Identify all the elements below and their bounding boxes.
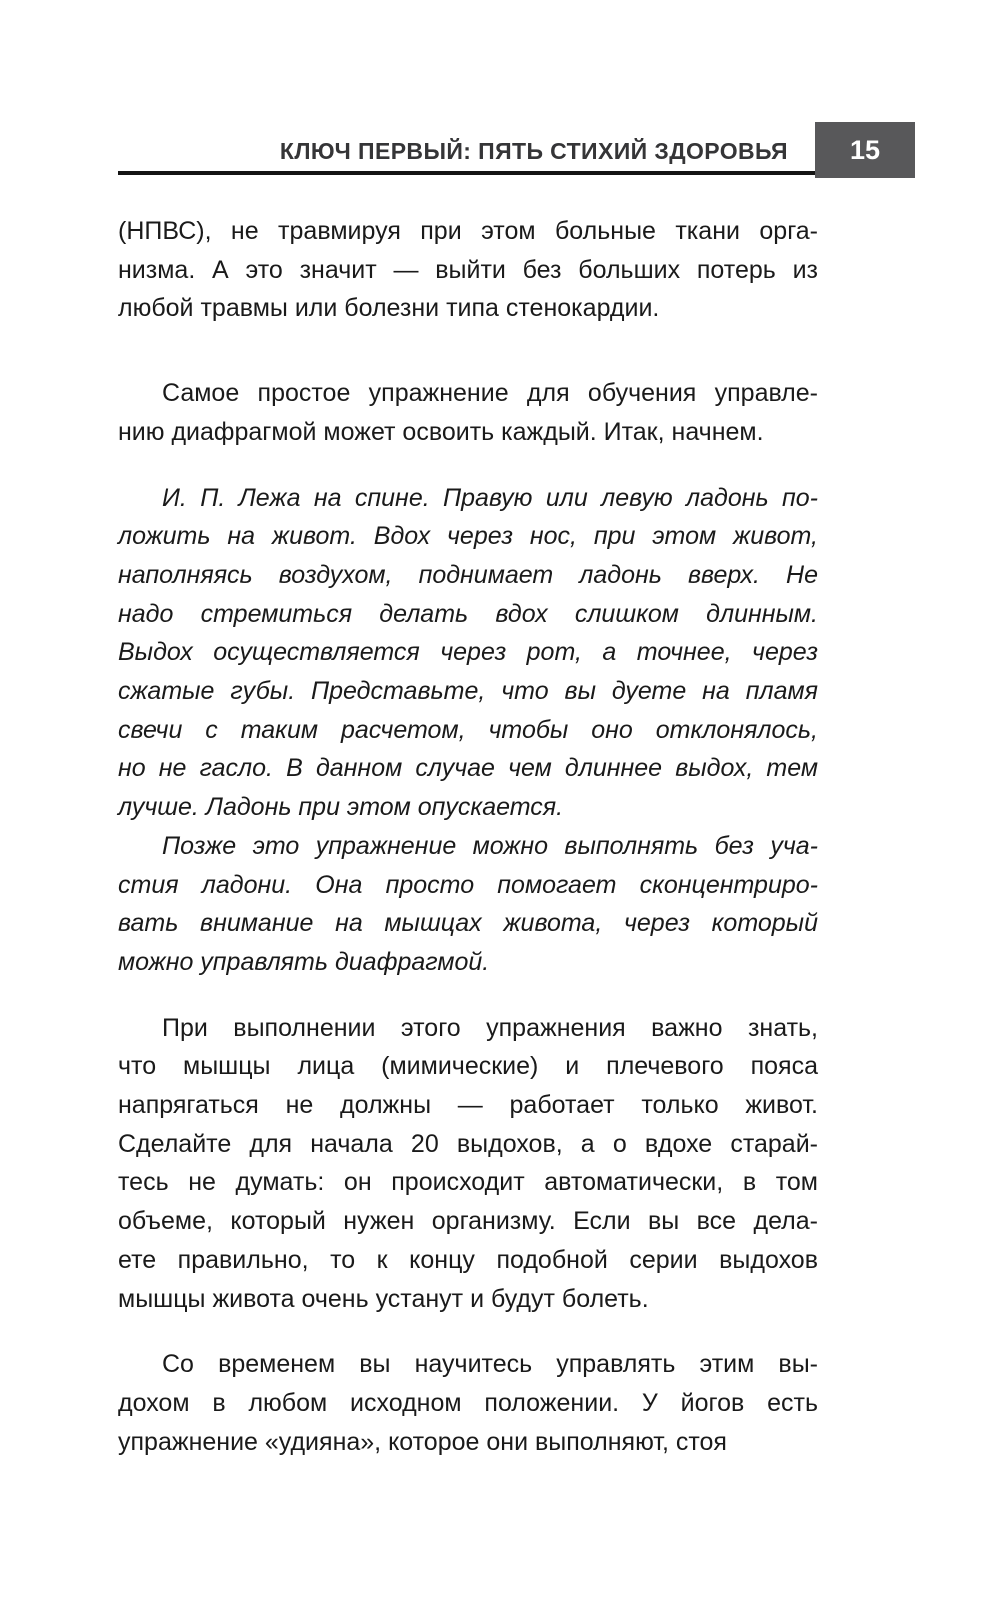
text-line: можно управлять диафрагмой.	[118, 947, 490, 976]
paragraph	[118, 479, 818, 827]
paragraph	[118, 1345, 818, 1461]
text-line: свечи с таким расчетом, чтобы оно отклонялось,	[118, 715, 818, 744]
text-line: дохом в любом исходном положении. У йогов есть	[118, 1388, 818, 1417]
text-line: лучше. Ладонь при этом опускается.	[118, 793, 564, 822]
text-line: Сделайте для начала 20 выдохов, а о вдохе старай-	[118, 1129, 818, 1158]
text-line: низма. А это значит — выйти без больших потерь из	[118, 255, 818, 284]
page-number-badge	[815, 122, 915, 178]
text-line: (НПВС), не травмируя при этом больные ткани орга-	[118, 217, 818, 245]
paragraph	[118, 212, 818, 328]
text-line: мышцы живота очень устанут и будут болеть.	[118, 1284, 649, 1313]
text-line: Выдох осуществляется через рот, а точнее, через	[118, 638, 818, 667]
text-line: сжатые губы. Представьте, что вы дуете на пламя	[118, 677, 818, 706]
paragraph	[118, 1009, 818, 1319]
page-number: 15	[849, 134, 881, 165]
text-line: вать внимание на мышцах живота, через который	[118, 909, 818, 938]
text-line: Самое простое упражнение для обучения управле-	[162, 379, 818, 408]
text-line: И. П. Лежа на спине. Правую или левую ладонь по-	[162, 483, 818, 512]
text-line: но не гасло. В данном случае чем длиннее выдох, тем	[118, 754, 818, 783]
text-line: надо стремиться делать вдох слишком длинным.	[118, 599, 818, 628]
text-line: наполняясь воздухом, поднимает ладонь вверх. Не	[118, 560, 818, 589]
paragraph	[118, 827, 818, 982]
text-line: стия ладони. Она просто помогает сконцентриро-	[118, 870, 818, 899]
text-line: нию диафрагмой может освоить каждый. Итак, начнем.	[118, 417, 764, 446]
text-line: напрягаться не должны — работает только живот.	[118, 1091, 818, 1120]
paragraph	[118, 374, 818, 451]
text-line: При выполнении этого упражнения важно знать,	[162, 1013, 818, 1042]
text-line: ложить на живот. Вдох через нос, при этом живот,	[118, 522, 818, 551]
text-line: объеме, который нужен организму. Если вы все дела-	[118, 1207, 818, 1236]
header-rule	[118, 171, 815, 175]
page-body	[118, 212, 818, 1461]
text-line: тесь не думать: он происходит автоматически, в том	[118, 1168, 818, 1197]
running-head: КЛЮЧ ПЕРВЫЙ: ПЯТЬ СТИХИЙ ЗДОРОВЬЯ	[279, 138, 788, 164]
text-line: Со временем вы научитесь управлять этим вы-	[162, 1350, 818, 1379]
text-line: что мышцы лица (мимические) и плечевого пояса	[118, 1052, 818, 1081]
text-line: Позже это упражнение можно выполнять без уча-	[162, 831, 818, 860]
text-line: любой травмы или болезни типа стенокардии.	[118, 294, 660, 323]
text-line: ете правильно, то к концу подобной серии выдохов	[118, 1245, 818, 1274]
text-line: упражнение «удияна», которое они выполняют, стоя	[118, 1427, 727, 1456]
